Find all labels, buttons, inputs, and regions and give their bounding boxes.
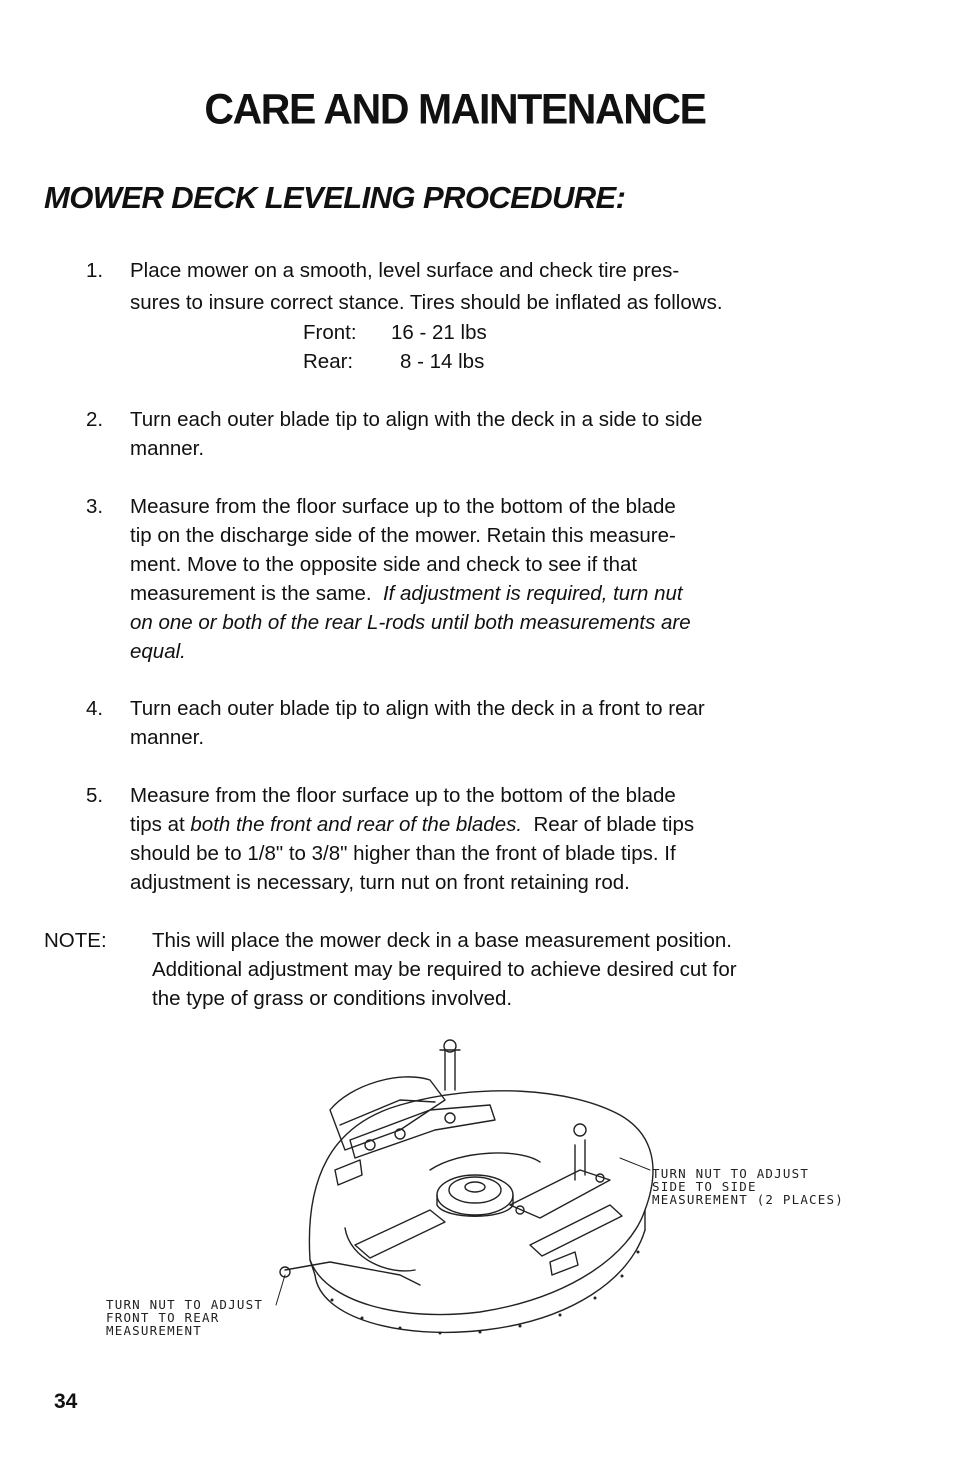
step-number: 1.	[86, 259, 104, 282]
rear-l-rod-right	[510, 1170, 610, 1218]
step-number: 2.	[86, 408, 104, 431]
discharge-chute	[330, 1077, 445, 1150]
step-number: 4.	[86, 697, 104, 720]
note-label: NOTE:	[44, 929, 107, 952]
step-number: 3.	[86, 495, 104, 518]
step-number: 5.	[86, 784, 104, 807]
deck-rim	[315, 1230, 645, 1332]
deck-rim-rivets	[331, 1251, 640, 1335]
step-text: Measure from the floor surface up to the bottom of the blade tips at both the front and rear of the blades. Rear of blade tips should be to 1/8" to 3/8" higher than the front of blade tips. If adjustment is necessary, turn nut on front retaining rod.	[130, 784, 695, 894]
front-retaining-rod	[285, 1262, 420, 1285]
page-number: 34	[54, 1390, 78, 1413]
note-text: This will place the mower deck in a base measurement position. Additional adjustment may be required to achieve desired cut for the type of grass or conditions involved.	[152, 929, 737, 1010]
tire-row-rear: Rear: 8 - 14 lbs	[303, 350, 485, 373]
callout-leader-side	[620, 1158, 650, 1170]
step-text: Turn each outer blade tip to align with the deck in a front to rear manner.	[130, 697, 705, 749]
page-title: CARE AND MAINTENANCE	[204, 84, 706, 134]
callout-front-to-rear: TURN NUT TO ADJUST FRONT TO REAR MEASUREMENT	[106, 1297, 264, 1338]
adjust-nut-rear-right	[574, 1124, 586, 1136]
step-text: Turn each outer blade tip to align with the deck in a side to side manner.	[130, 408, 703, 460]
center-pulley	[437, 1175, 513, 1215]
tire-pressure-table	[303, 318, 487, 376]
step-text: Measure from the floor surface up to the bottom of the blade tip on the discharge side of the mower. Retain this measure- ment. Move to the opposite side and check to see if that measurement is the same. If adjustment is required, turn nut on one or both of the rear L-rods until both measurements are equal.	[130, 495, 691, 663]
blade-slot-front-right	[530, 1205, 622, 1256]
section-heading: MOWER DECK LEVELING PROCEDURE:	[44, 180, 626, 215]
blade-slot-front-left	[355, 1210, 445, 1258]
step-text: Place mower on a smooth, level surface and check tire pres- sures to insure correct stance. Tires should be inflated as follows.	[130, 259, 723, 314]
callout-leader-front	[276, 1275, 285, 1305]
tire-row-front: Front: 16 - 21 lbs	[303, 321, 487, 344]
callout-side-to-side: TURN NUT TO ADJUST SIDE TO SIDE MEASUREMENT (2 PLACES)	[652, 1166, 844, 1207]
